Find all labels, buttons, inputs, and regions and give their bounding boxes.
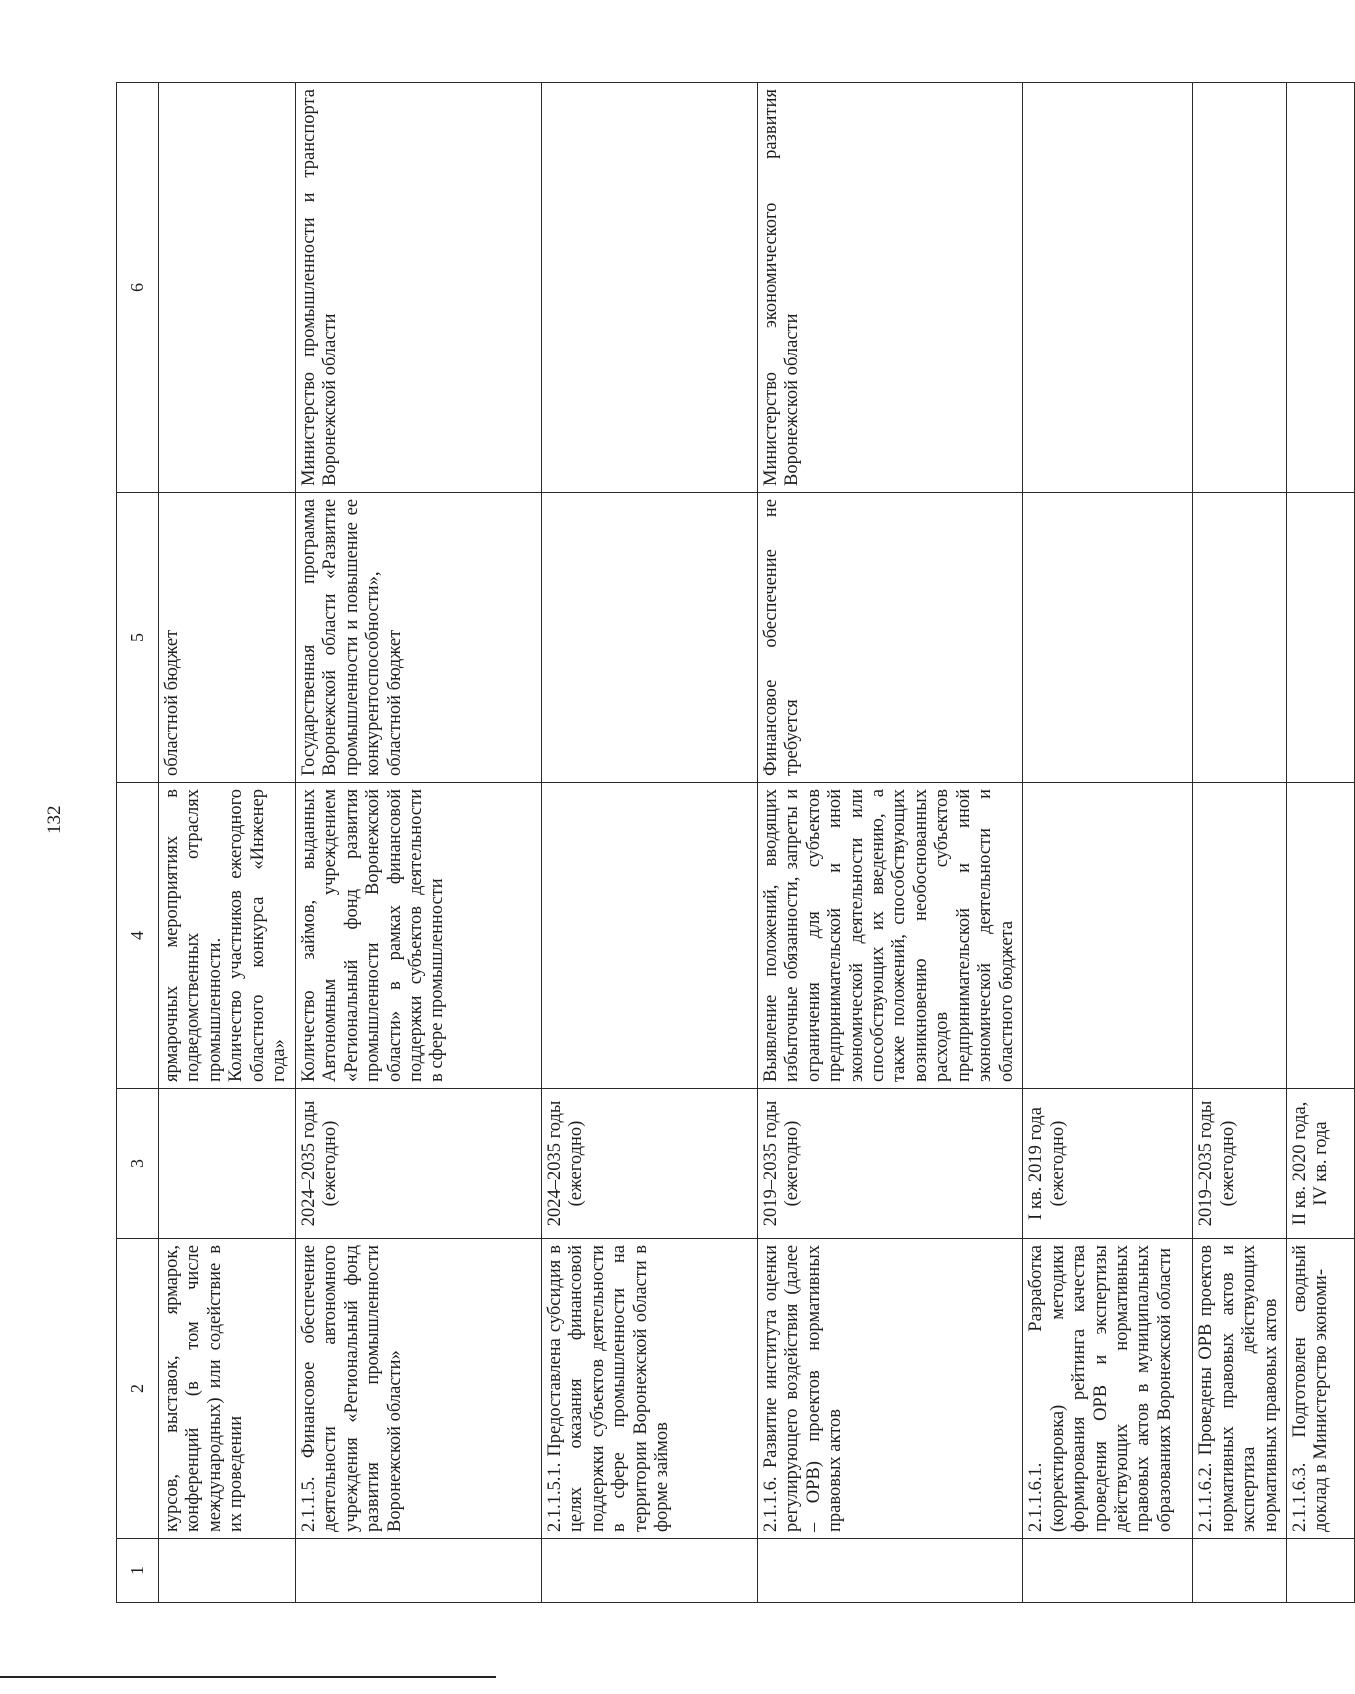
scan-edge-line [0, 1676, 496, 1678]
table-row [757, 83, 1022, 1603]
cell-funding [1193, 493, 1287, 783]
cell-measure: 2.1.1.6.3. Подготовлен сводный доклад в Министерство экономи- [1286, 1239, 1354, 1539]
cell-indicator [1023, 783, 1193, 1089]
cell-measure: 2.1.1.6.1. Разработка (корректировка) методики формирования рейтинга качества проведения ОРВ и экспертизы действующих нормативных правовых актов в муниципальных образованиях Воронежской области [1023, 1239, 1193, 1539]
cell-indicator: ярмарочных мероприятиях в подведомственных отраслях промышленности. Количество участников ежегодного областного конкурса «Инженер года» [159, 783, 296, 1089]
header-cell: 1 [117, 1539, 159, 1603]
table-row [1023, 83, 1193, 1603]
table-row [1193, 83, 1287, 1603]
header-cell: 4 [117, 783, 159, 1089]
cell-indicator [541, 783, 757, 1089]
cell-executor: Министерство промышленности и транспорта Воронежской области [295, 83, 541, 493]
cell-measure: 2.1.1.6.2. Проведены ОРВ проектов нормативных правовых актов и экспертиза действующих нормативных правовых актов [1193, 1239, 1287, 1539]
cell-funding: областной бюджет [159, 493, 296, 783]
cell-period: II кв. 2020 года, IV кв. года [1286, 1089, 1354, 1239]
cell-number [159, 1539, 296, 1603]
cell-number [1193, 1539, 1287, 1603]
cell-funding: Государственная программа Воронежской области «Развитие промышленности и повышение ее конкурентоспособности», областной бюджет [295, 493, 541, 783]
cell-measure: 2.1.1.6. Развитие института оценки регулирующего воздействия (далее – ОРВ) проектов нормативных правовых актов [757, 1239, 1022, 1539]
header-cell: 6 [117, 83, 159, 493]
cell-funding [1286, 493, 1354, 783]
cell-period: 2024–2035 годы (ежегодно) [541, 1089, 757, 1239]
cell-funding: Финансовое обеспечение не требуется [757, 493, 1022, 783]
cell-measure: 2.1.1.5. Финансовое обеспечение деятельности автономного учреждения «Региональный фонд развития промышленности Воронежской области» [295, 1239, 541, 1539]
header-cell: 5 [117, 493, 159, 783]
cell-funding [1023, 493, 1193, 783]
cell-measure: 2.1.1.5.1. Предоставлена субсидия в целях оказания финансовой поддержки субъектов деятельности в сфере промышленности на территории Воронежской области в форме займов [541, 1239, 757, 1539]
header-row [117, 83, 159, 1603]
table-row [541, 83, 757, 1603]
cell-executor [1193, 83, 1287, 493]
cell-period: 2019–2035 годы (ежегодно) [1193, 1089, 1287, 1239]
cell-executor: Министерство экономического развития Воронежской области [757, 83, 1022, 493]
cell-period [159, 1089, 296, 1239]
cell-number [295, 1539, 541, 1603]
page-number: 132 [44, 805, 65, 834]
cell-period: 2019–2035 годы (ежегодно) [757, 1089, 1022, 1239]
cell-executor [159, 83, 296, 493]
header-cell: 3 [117, 1089, 159, 1239]
cell-executor [541, 83, 757, 493]
cell-executor [1023, 83, 1193, 493]
table-row [1286, 83, 1354, 1603]
header-cell: 2 [117, 1239, 159, 1539]
cell-indicator [1286, 783, 1354, 1089]
table-row [159, 83, 296, 1603]
cell-number [541, 1539, 757, 1603]
cell-indicator: Выявление положений, вводящих избыточные обязанности, запреты и ограничения для субъектов предпринимательской и иной экономической деятельности или способствующих их введению, а также положений, способствующих возникновению необоснованных расходов субъектов предпринимательской и иной экономической деятельности и областного бюджета [757, 783, 1022, 1089]
cell-number [757, 1539, 1022, 1603]
cell-number [1023, 1539, 1193, 1603]
cell-funding [541, 493, 757, 783]
cell-indicator [1193, 783, 1287, 1089]
cell-period: 2024–2035 годы (ежегодно) [295, 1089, 541, 1239]
cell-executor [1286, 83, 1354, 493]
measures-table [116, 82, 1355, 1603]
cell-period: I кв. 2019 года (ежегодно) [1023, 1089, 1193, 1239]
cell-number [1286, 1539, 1354, 1603]
cell-indicator: Количество займов, выданных Автономным учреждением «Региональный фонд развития промышленности Воронежской области» в рамках финансовой поддержки субъектов деятельности в сфере промышленности [295, 783, 541, 1089]
rotated-table-container [116, 83, 1332, 1603]
cell-measure: курсов, выставок, ярмарок, конференций (в том числе международных) или содействие в их проведении [159, 1239, 296, 1539]
table-row [295, 83, 541, 1603]
